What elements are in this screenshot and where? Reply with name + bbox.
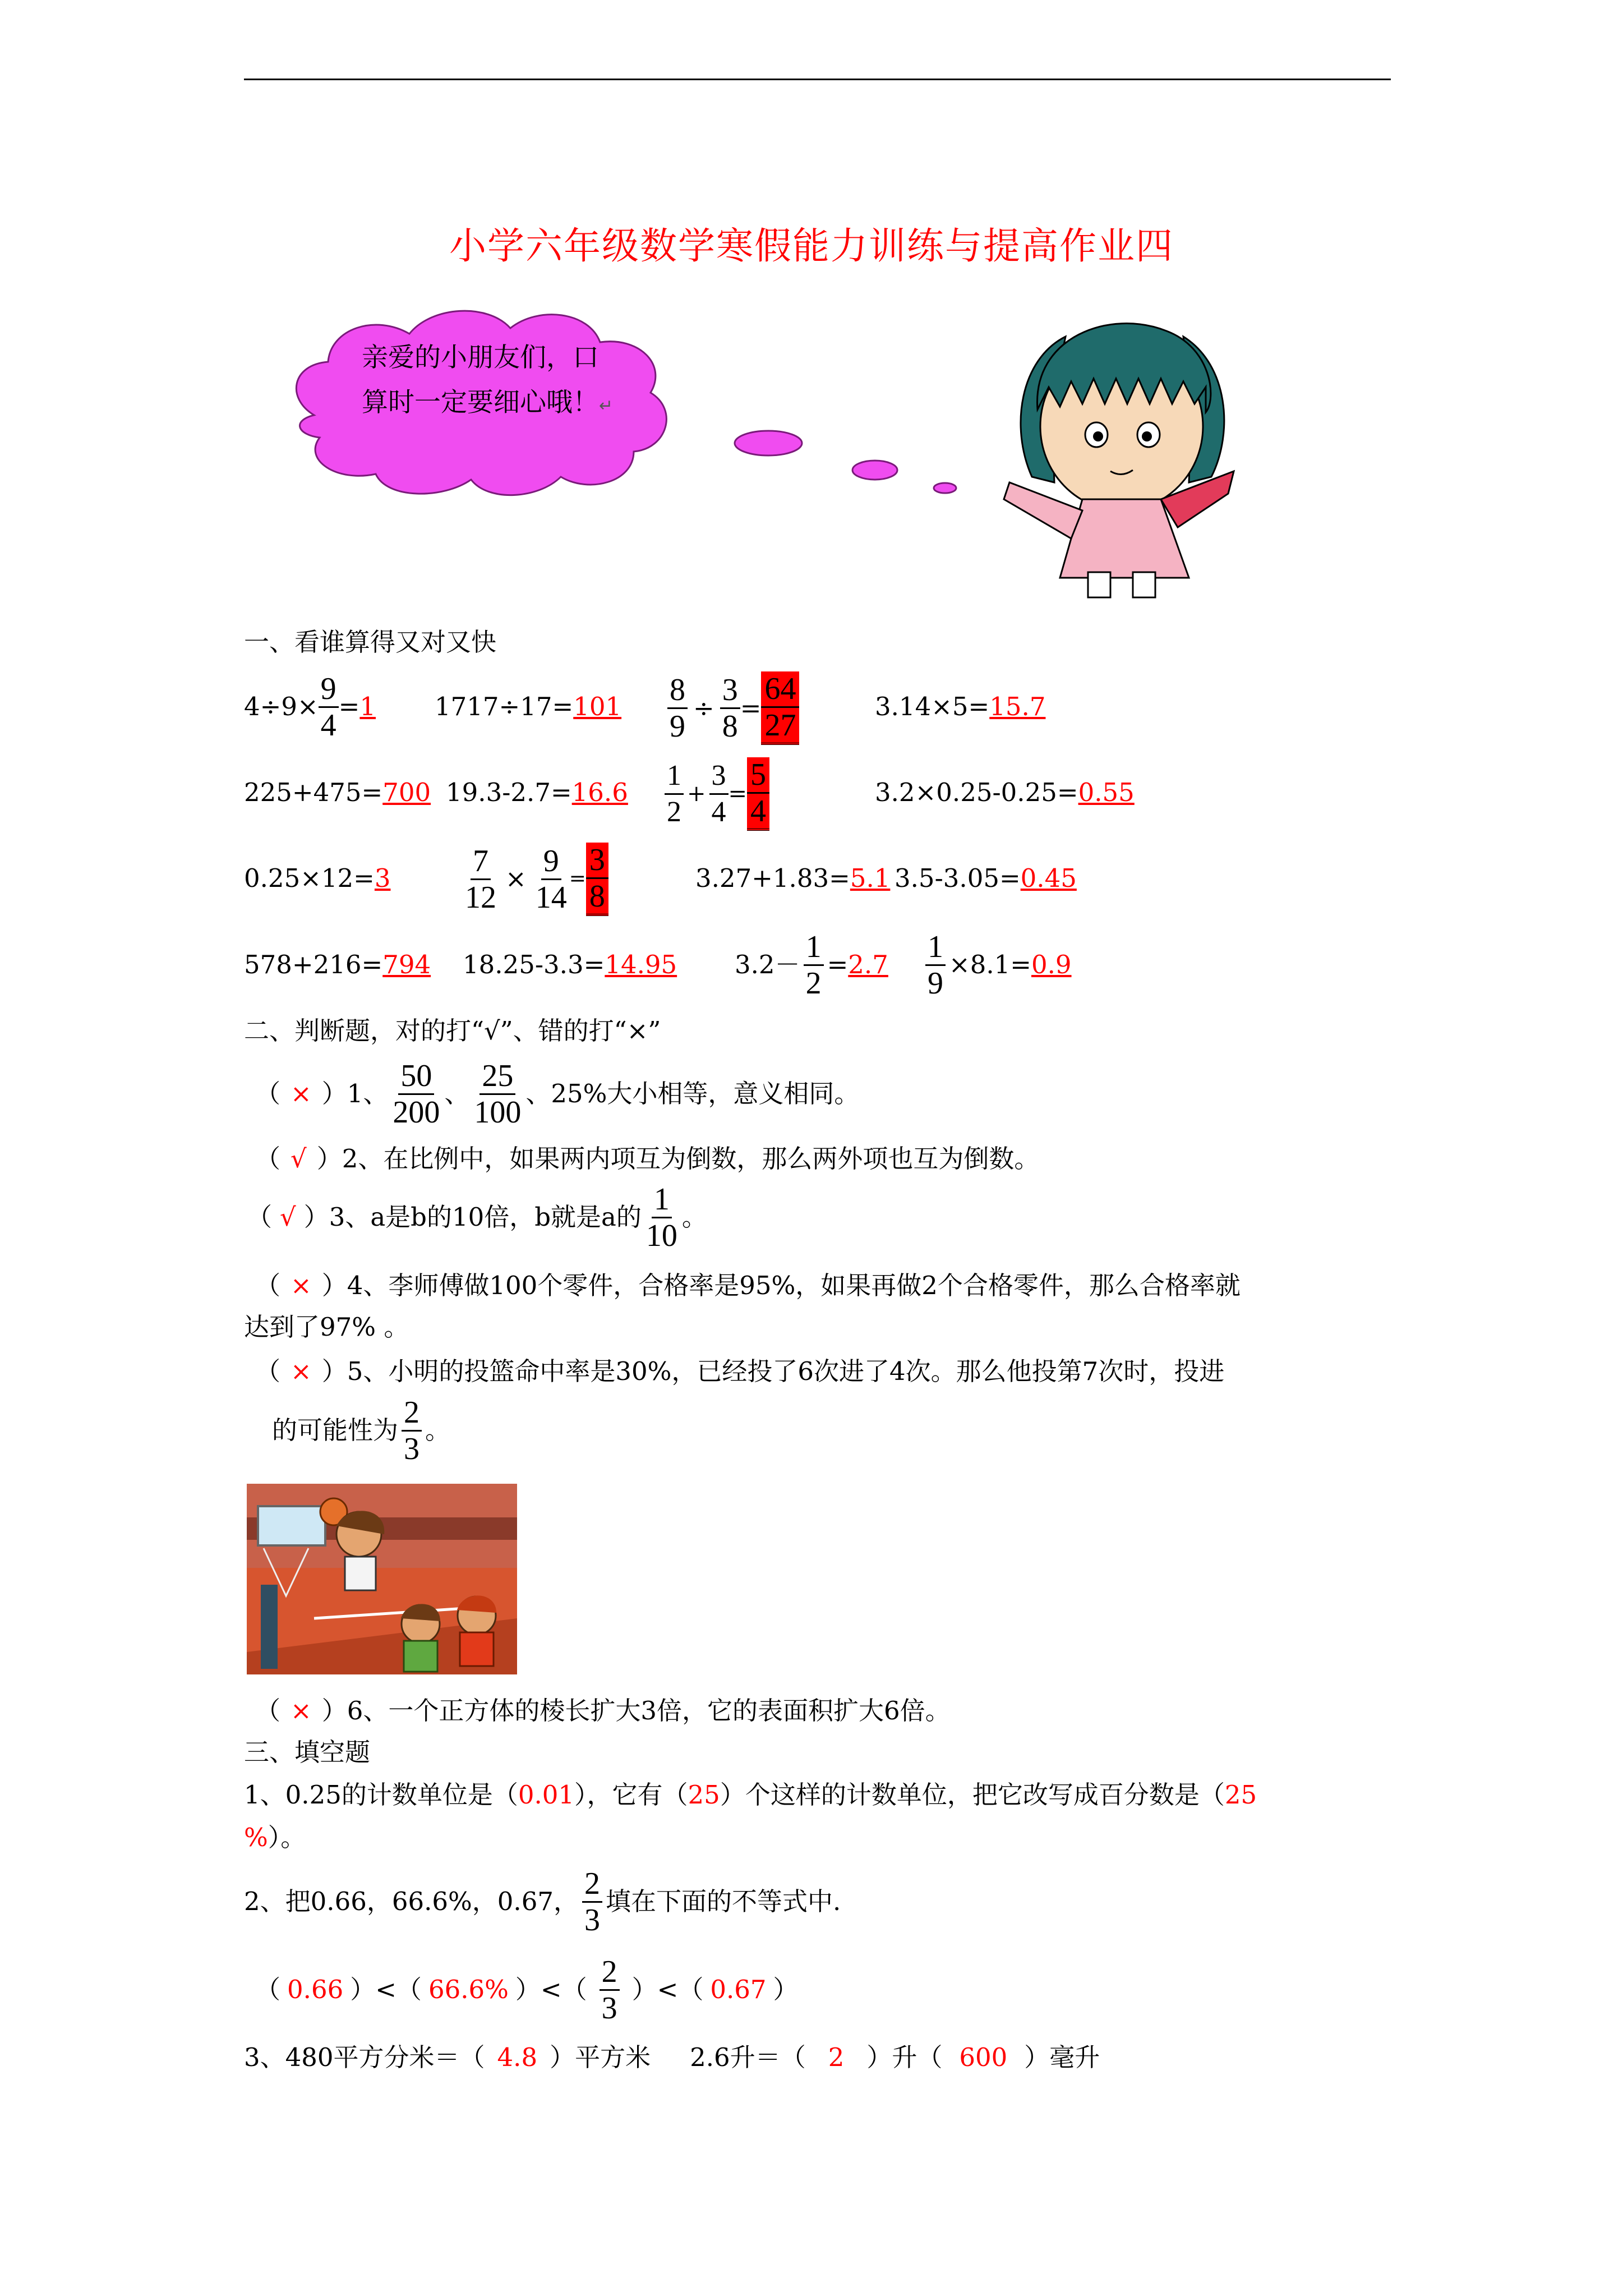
fraction: $\frac{9}{4}$	[319, 671, 339, 743]
s1-r4-d: $\frac{1}{9}$ ×8.1= 0.9	[925, 926, 1072, 1004]
s1-r4-c: 3.2－ $\frac{1}{2}$ = 2.7	[735, 929, 888, 1001]
s2-q1: （ × ）1、 $\frac{50}{200}$ 、 $\frac{25}{100}$ 、25%大小相等，意义相同。	[255, 1058, 860, 1130]
s1-r2-c: $\frac{1}{2}$ + $\frac{3}{4}$ = $\frac{5}{4}$	[665, 752, 769, 836]
s3-q1: 1、0.25的计数单位是（0.01），它有（25）个这样的计数单位，把它改写成百分数是（25	[244, 1780, 1257, 1810]
s1-r3-b: $\frac{7}{12}$ × $\frac{9}{14}$ = $\frac{3}{8}$	[463, 837, 608, 921]
s2-q2: （ √ ）2、在比例中，如果两内项互为倒数，那么两外项也互为倒数。	[255, 1144, 1040, 1174]
s1-r4-b: 18.25-3.3=14.95	[463, 950, 677, 979]
section1-heading: 一、看谁算得又对又快	[244, 627, 497, 657]
s1-r2-b: 19.3-2.7=16.6	[446, 777, 628, 807]
answer-box: $\frac{64}{27}$	[761, 671, 799, 745]
answer-box: $\frac{3}{8}$	[586, 843, 608, 916]
s2-q4: （ × ）4、李师傅做100个零件，合格率是95%，如果再做2个合格零件，那么合格率就	[255, 1271, 1241, 1300]
s3-q2-inequality: （ 0.66 ）<（ 66.6% ）<（ $\frac{2}{3}$ ）<（ 0.67 ）	[255, 1954, 799, 2026]
s3-q2: 2、把0.66，66.6%，0.67， $\frac{2}{3}$ 填在下面的不等式中.	[244, 1866, 841, 1938]
s3-q3: 3、480平方分米＝（ 4.8 ）平方米 2.6升＝（ 2 ）升（ 600 ）毫升	[244, 2042, 1100, 2072]
section3-heading: 三、填空题	[244, 1737, 371, 1767]
s1-r3-d: 3.5-3.05=0.45	[895, 863, 1077, 893]
s1-r1-c: $\frac{8}{9}$ ÷ $\frac{3}{8}$ = $\frac{64}{27}$	[667, 668, 799, 749]
basketball-illustration	[247, 1484, 517, 1674]
section2-heading: 二、判断题，对的打“√”、错的打“×”	[244, 1016, 661, 1046]
page-title: 小学六年级数学寒假能力训练与提高作业四	[449, 224, 1174, 268]
s1-r1-d: 3.14×5=15.7	[875, 692, 1046, 721]
bubble-line-2: 算时一定要细心哦！↵	[362, 387, 614, 418]
s1-r1-b: 1717÷17=101	[435, 692, 622, 721]
s1-r3-c: 3.27+1.83=5.1	[695, 863, 891, 893]
s2-q3: （ √ ）3、 a是b的10倍，b就是a的 $\frac{1}{10}$ 。	[247, 1181, 707, 1253]
s1-r2-d: 3.2×0.25-0.25=0.55	[875, 777, 1135, 807]
bubble-line-1: 亲爱的小朋友们，口	[362, 342, 599, 373]
s1-r3-a: 0.25×12=3	[244, 863, 391, 893]
header-rule	[244, 79, 1391, 80]
s1-r4-a: 578+216=794	[244, 950, 431, 979]
s2-q6: （ × ）6、一个正方体的棱长扩大3倍，它的表面积扩大6倍。	[255, 1696, 951, 1726]
s1-r2-a: 225+475=700	[244, 777, 431, 807]
girl-illustration	[998, 314, 1251, 606]
s3-q1-line2: %）。	[244, 1823, 306, 1852]
s2-q5-line2: 的可能性为 $\frac{2}{3}$ 。	[272, 1395, 451, 1466]
s2-q5: （ × ）5、小明的投篮命中率是30%，已经投了6次进了4次。那么他投第7次时，投进	[255, 1356, 1225, 1386]
s1-r1-a: 4÷9× $\frac{9}{4}$ = 1	[244, 671, 376, 743]
answer-box: $\frac{5}{4}$	[747, 757, 769, 831]
s2-q4-line2: 达到了97% 。	[244, 1312, 409, 1342]
